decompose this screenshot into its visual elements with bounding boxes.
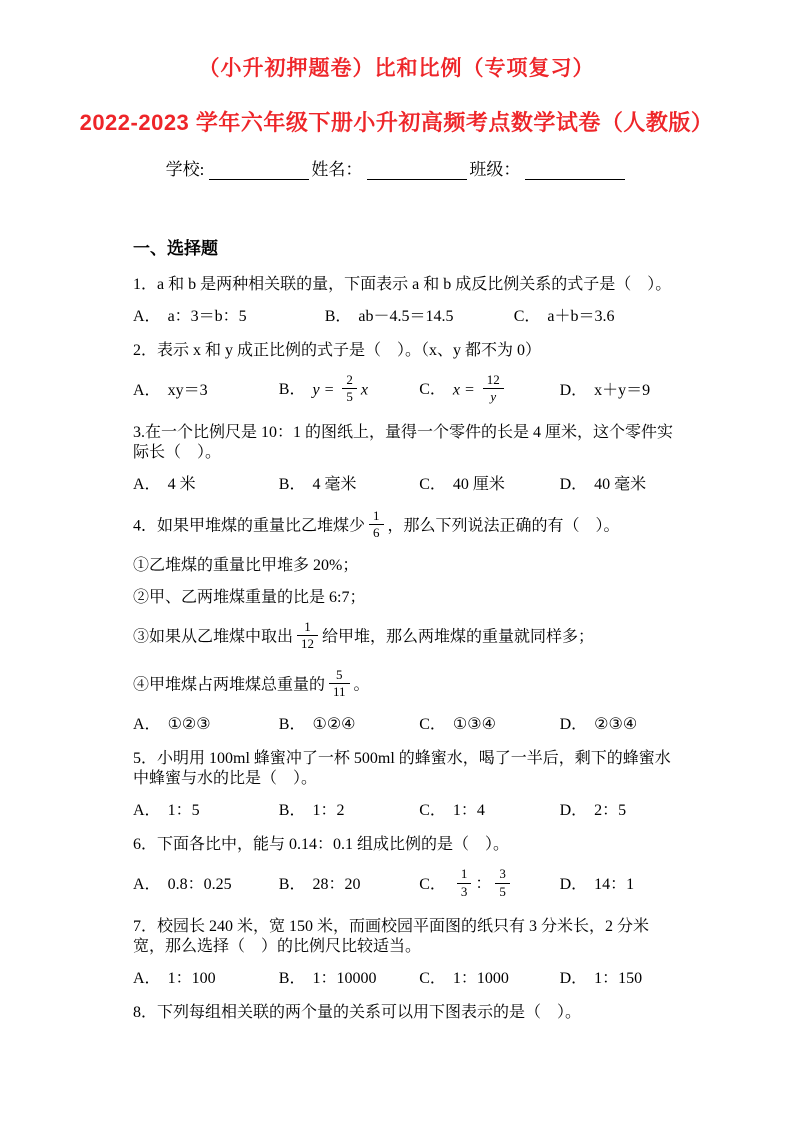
text-run: ，那么下列说法正确的有（ ）。	[387, 517, 620, 535]
question-6-option-A	[133, 875, 279, 895]
paper-content	[133, 230, 673, 1029]
blank-line	[209, 162, 309, 180]
header-fields	[0, 155, 793, 180]
text-run: xy＝3	[167, 381, 208, 399]
math-text: =	[459, 381, 479, 399]
option-label: A．	[133, 308, 161, 325]
option-label: D．	[559, 802, 588, 820]
paper-title-line1: （小升初押题卷）比和比例（专项复习）	[198, 57, 595, 80]
question-2-option-B	[279, 373, 419, 409]
text-run: 1：100	[167, 969, 216, 987]
text-run: 1：150	[594, 969, 643, 987]
text-run: ②甲、乙两堆煤重量的比是 6:7；	[133, 589, 366, 607]
question-5-option-B	[279, 801, 419, 821]
text-run: a：3＝b：5	[167, 308, 247, 325]
question-4-stem	[133, 503, 673, 551]
question-1-option-C	[514, 307, 673, 327]
question-8-stem	[133, 997, 673, 1029]
fraction: $\frac{2}{5}$	[342, 373, 357, 405]
question-2	[133, 335, 673, 415]
text-run: ②③④	[594, 716, 638, 734]
question-6-stem	[133, 829, 673, 861]
option-label: B．	[324, 308, 352, 325]
option-label: C．	[419, 716, 446, 734]
header-field-2	[311, 160, 467, 179]
text-run: ①②③	[167, 716, 211, 734]
question-5-stem	[133, 743, 673, 795]
question-number: 7．	[133, 917, 158, 935]
question-number: 8．	[133, 1003, 158, 1021]
option-label: D．	[559, 716, 588, 734]
text-run: 4 米	[167, 475, 196, 493]
question-7	[133, 911, 673, 995]
text-run: 0.8：0.25	[167, 876, 232, 894]
question-3-option-C	[419, 475, 559, 495]
math-text: y	[312, 381, 320, 399]
question-3-option-A	[133, 475, 279, 495]
text-run: 表示 x 和 y 成正比例的式子是（ ）。（x、y 都不为 0）	[157, 342, 542, 359]
option-label: D．	[559, 475, 588, 493]
option-label: B．	[278, 802, 306, 820]
question-8	[133, 997, 673, 1029]
question-2-option-A	[133, 381, 279, 401]
option-label: A．	[133, 381, 161, 399]
text-run: 40 毫米	[594, 475, 647, 493]
text-run: ①乙堆煤的重量比甲堆多 20%；	[133, 557, 359, 575]
option-label: D．	[559, 876, 588, 894]
fraction: $\frac{3}{5}$	[495, 867, 510, 899]
text-run: 下面各比中，能与 0.14：0.1 组成比例的是（ ）。	[157, 836, 510, 854]
question-7-option-A	[133, 969, 279, 989]
blank-line	[525, 162, 625, 180]
fraction: $\frac{5}{11}$	[329, 668, 350, 700]
fraction: $\frac{1}{6}$	[369, 509, 384, 541]
question-1	[133, 269, 673, 333]
text-run: 28：20	[312, 876, 361, 894]
question-3-stem	[133, 417, 673, 469]
fraction: $\frac{1}{12}$	[297, 620, 318, 652]
option-label: C．	[419, 969, 446, 987]
question-2-option-C	[419, 373, 559, 409]
text-run: 40 厘米	[452, 475, 505, 493]
text-run: 如果甲堆煤的重量比乙堆煤少	[157, 517, 366, 535]
question-4-option-B	[279, 715, 419, 735]
text-run: 。	[353, 676, 370, 694]
question-5-options-row	[133, 795, 673, 827]
question-number: 6．	[133, 836, 158, 854]
text-run: 1：1000	[452, 969, 509, 987]
text-run: ③如果从乙堆煤中取出	[133, 628, 294, 646]
text-run: 小明用 100ml 蜂蜜冲了一杯 500ml 的蜂蜜水，喝了一半后，剩下的蜂蜜水中蜂蜜与水的比是（ ）。	[133, 750, 671, 788]
question-6-option-D	[560, 875, 673, 895]
question-7-option-C	[419, 969, 559, 989]
question-5	[133, 743, 673, 827]
fraction: $\frac{1}{3}$	[457, 867, 472, 899]
option-label: C．	[513, 308, 541, 325]
question-4-option-D	[560, 715, 673, 735]
option-label: B．	[278, 475, 306, 493]
question-4-subitem-3	[133, 614, 673, 662]
question-4-subitem-4	[133, 662, 673, 710]
text-run: 4 毫米	[312, 475, 357, 493]
text-run: 14：1	[594, 876, 635, 894]
question-4-options-row	[133, 709, 673, 741]
option-label: C．	[419, 875, 446, 893]
text-run: 2：5	[594, 802, 627, 820]
math-text: =	[319, 381, 339, 399]
option-label: C．	[419, 475, 446, 493]
questions-list	[133, 269, 673, 1029]
text-run: ab－4.5＝14.5	[358, 308, 454, 325]
question-7-option-D	[560, 969, 673, 989]
question-4	[133, 503, 673, 742]
text-run: x＋y＝9	[594, 381, 651, 399]
question-number: 3.	[133, 423, 145, 441]
text-run: 校园长 240 米，宽 150 米，而画校园平面图的纸只有 3 分米长，2 分米宽，那么选择（ ）的比例尺比较适当。	[133, 917, 650, 955]
question-1-stem	[133, 269, 673, 301]
text-run: 在一个比例尺是 10：1 的图纸上，量得一个零件的长是 4 厘米，这个零件实际长（ ）。	[133, 423, 674, 461]
question-5-option-A	[133, 801, 279, 821]
field-label: 姓名：	[311, 160, 363, 179]
question-number: 1．	[133, 276, 158, 293]
question-1-options-row	[133, 301, 673, 333]
question-3-option-D	[560, 475, 673, 495]
option-label: C．	[419, 381, 446, 399]
text-run: a 和 b 是两种相关联的量，下面表示 a 和 b 成反比例关系的式子是（ ）。	[157, 276, 672, 293]
option-label: A．	[133, 969, 161, 987]
question-2-option-D	[560, 381, 673, 401]
question-7-option-B	[279, 969, 419, 989]
option-label: A．	[133, 802, 161, 820]
field-label: 学校:	[165, 160, 205, 179]
option-label: B．	[278, 969, 306, 987]
question-5-option-C	[419, 801, 559, 821]
header-field-1	[166, 160, 310, 179]
question-7-stem	[133, 911, 673, 963]
question-4-option-A	[133, 715, 279, 735]
option-label: A．	[133, 475, 161, 493]
question-7-options-row	[133, 963, 673, 995]
question-6-option-C	[419, 867, 559, 903]
section-heading: 一、选择题	[133, 239, 218, 258]
question-3-option-B	[279, 475, 419, 495]
text-run: a＋b＝3.6	[547, 308, 615, 325]
option-label: A．	[133, 876, 161, 894]
question-6-options-row	[133, 861, 673, 909]
option-label: D．	[559, 381, 588, 399]
text-run: ④甲堆煤占两堆煤总重量的	[133, 676, 326, 694]
text-run: 1：2	[312, 802, 345, 820]
question-number: 5．	[133, 750, 158, 768]
text-run: 1：5	[167, 802, 200, 820]
paper-title-line2: 2022-2023 学年六年级下册小升初高频考点数学试卷（人教版）	[79, 110, 714, 135]
text-run: 1：4	[452, 802, 485, 820]
question-3	[133, 417, 673, 501]
question-5-option-D	[560, 801, 673, 821]
question-6-option-B	[279, 875, 419, 895]
text-run: ①③④	[452, 716, 496, 734]
text-run: 1：10000	[312, 969, 377, 987]
question-4-subitem-1	[133, 550, 673, 582]
option-label: B．	[278, 381, 306, 399]
header-field-3	[469, 160, 625, 179]
option-label: D．	[559, 969, 588, 987]
option-label: C．	[419, 802, 446, 820]
blank-line	[367, 162, 467, 180]
math-text: x	[360, 381, 368, 399]
text-run: 给甲堆，那么两堆煤的重量就同样多；	[322, 628, 595, 646]
text-run: ①②④	[312, 716, 356, 734]
fraction: $\frac{12}{y}$	[483, 373, 504, 405]
question-2-options-row	[133, 367, 673, 415]
question-6	[133, 829, 673, 909]
question-number: 2．	[133, 342, 158, 359]
math-text: x	[452, 381, 460, 399]
field-label: 班级：	[469, 160, 521, 179]
question-2-stem	[133, 335, 673, 367]
question-number: 4．	[133, 517, 158, 535]
option-label: B．	[278, 876, 306, 894]
text-run: 下列每组相关联的两个量的关系可以用下图表示的是（ ）。	[157, 1003, 582, 1021]
option-label: A．	[133, 716, 161, 734]
question-1-option-B	[325, 307, 514, 327]
option-label: B．	[278, 716, 306, 734]
question-1-option-A	[133, 307, 325, 327]
question-4-subitem-2	[133, 582, 673, 614]
question-3-options-row	[133, 469, 673, 501]
text-run: ：	[475, 875, 492, 893]
question-4-option-C	[419, 715, 559, 735]
